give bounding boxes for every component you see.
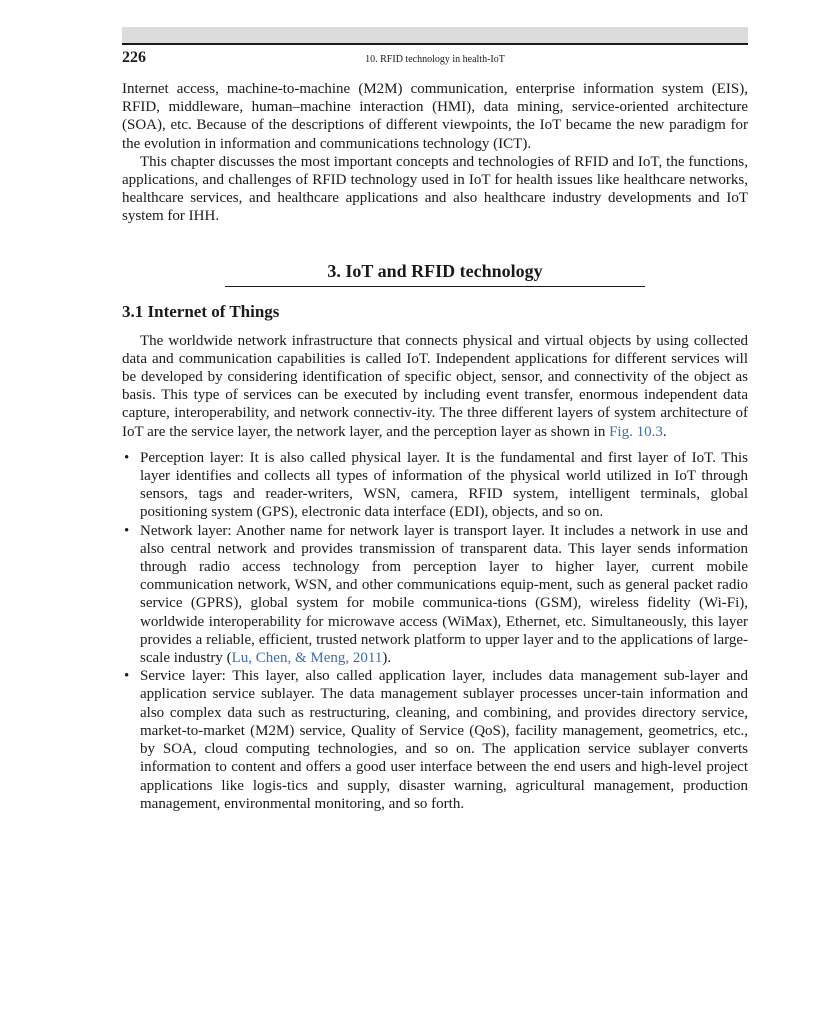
running-head: 10. RFID technology in health-IoT [365,54,505,65]
iot-paragraph-end: . [662,423,667,440]
network-layer-text: Network layer: Another name for network layer is transport layer. It includes a network in use and also central network and provides transmission of transparent data. This layer sends information through radio access technology from perception layer to higher layer, current mobile communication network, WSN, and other communications equip-ment, such as general packet radio service (GPRS), global system for mobile communica-tions (GSM), wireless fidelity (Wi-Fi), worldwide interoperability for microwave access (WiMax), Ethernet, etc. Simultaneously, this layer provides a reliable, efficient, trusted network platform to upper layer and to the applications of large-scale industry ( [140,522,748,667]
bullet-icon: • [124,522,130,539]
page-number: 226 [122,49,146,66]
section-heading: 3. IoT and RFID technology [225,260,645,287]
iot-paragraph-text: The worldwide network infrastructure that connects physical and virtual objects by using collected data and communication capabilities is called IoT. Independent applications for different services will be developed by considering identification of specific object, sensor, and connectivity of the object as basis. This type of services can be executed by including event transfer, enormous independent data capture, interoperability, and network connectiv-ity. The three different layers of system architecture of IoT are the service layer, the network layer, and the perception layer as shown in [122,332,748,440]
figure-link[interactable]: Fig. 10.3 [609,423,663,440]
service-layer-text: Service layer: This layer, also called application layer, includes data management sub-layer and application service sublayer. The data management sublayer processes uncer-tain information and also complex data such as restructuring, cleaning, and combining, and provides directory service, market-to-market (M2M) service, Quality of Service (QoS), facility management, geometrics, etc., by SOA, cloud computing technologies, and so on. The application service sublayer converts information to content and offers a good user interface between the end users and high-level project applications like logis-tics and supply, disaster warning, agricultural management, production management, environmental monitoring, and so forth. [140,668,748,812]
layer-bullet-list [122,449,748,813]
header-rule [122,43,748,45]
citation-link[interactable]: Lu, Chen, & Meng, 2011 [231,650,383,667]
iot-paragraph [122,332,748,441]
list-item [122,667,748,813]
perception-layer-text: Perception layer: It is also called physical layer. It is the fundamental and first layer of IoT. This layer identifies and collects all types of information of the physical world utilized in IoT through sensors, tags and reader-writers, WSN, camera, RFID system, intelligent terminals, global positioning system (GPS), electronic data interface (EDI), objects, and so on. [140,449,748,521]
intro-paragraph-2: This chapter discusses the most important concepts and technologies of RFID and IoT, the functions, applications, and challenges of RFID technology used in IoT for health issues like healthcare networks, healthcare services, and healthcare applications and also healthcare industry developments and IoT system for IHH. [122,153,748,225]
header-bar [122,27,748,43]
intro-paragraph-1: Internet access, machine-to-machine (M2M) communication, enterprise information system (EIS), RFID, middleware, human–machine interaction (HMI), data mining, service-oriented architecture (SOA), etc. Because of the descriptions of different viewpoints, the IoT became the new paradigm for the evolution in information and communications technology (ICT). [122,81,748,152]
subsection-heading: 3.1 Internet of Things [122,301,280,321]
network-layer-end: ). [382,650,392,667]
bullet-icon: • [124,449,130,466]
page-content [122,80,748,813]
bullet-icon: • [124,668,130,685]
list-item [122,449,748,522]
list-item [122,522,748,668]
